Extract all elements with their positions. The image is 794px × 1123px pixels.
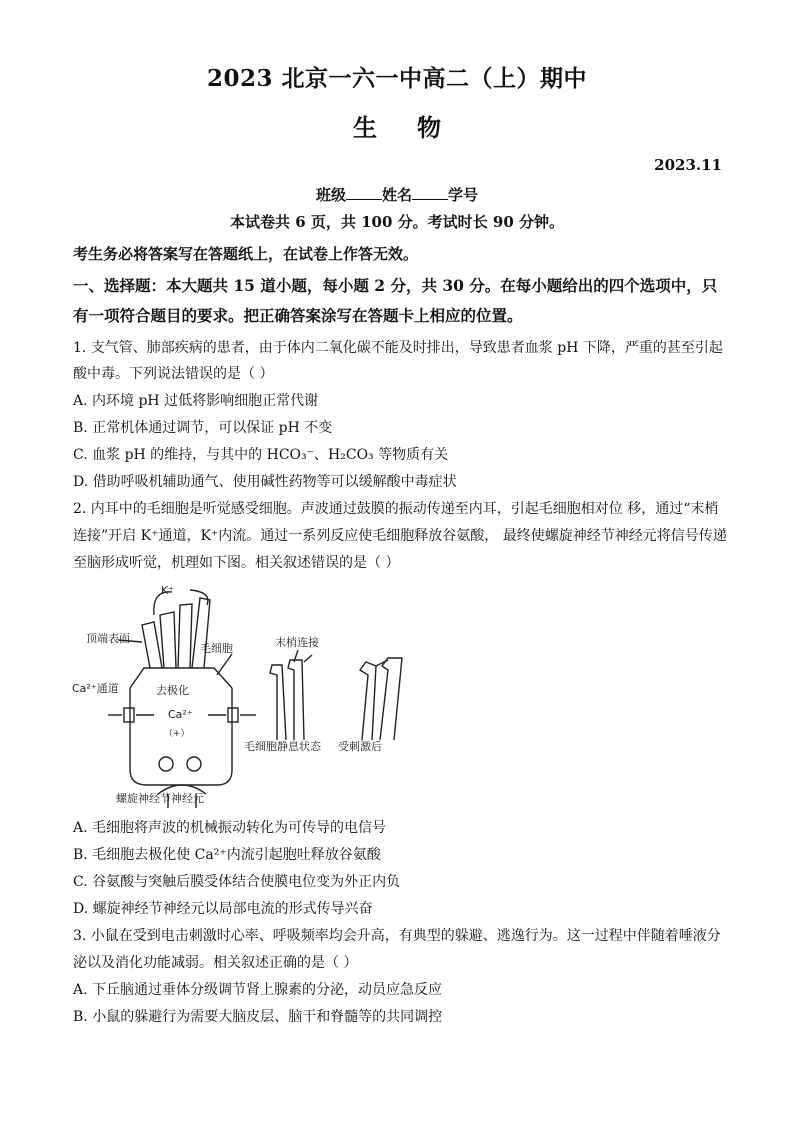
stimulated-label: 受刺激后: [338, 740, 382, 753]
ca-channel-label: Ca²⁺通道: [72, 682, 119, 695]
name-label: 姓名: [381, 186, 412, 204]
q1-option-a: A. 内环境 pH 过低将影响细胞正常代谢: [73, 393, 319, 409]
q2-option-a: A. 毛细胞将声波的机械振动转化为可传导的电信号: [73, 820, 387, 836]
q3-option-a: A. 下丘脑通过垂体分级调节肾上腺素的分泌，动员应急反应: [73, 982, 443, 998]
exam-notice: 考生务必将答案写在答题纸上，在试卷上作答无效。: [73, 245, 419, 263]
q1-option-b: B. 正常机体通过调节，可以保证 pH 不变: [73, 420, 333, 436]
resting-label: 毛细胞静息状态: [244, 740, 321, 753]
q2-option-c: C. 谷氨酸与突触后膜受体结合使膜电位变为外正内负: [73, 874, 401, 890]
exam-date: 2023.11: [654, 156, 722, 174]
class-label: 班级: [315, 186, 346, 204]
q2-option-b: B. 毛细胞去极化使 Ca²⁺内流引起胞吐释放谷氨酸: [73, 847, 381, 863]
plus-label: （+）: [164, 729, 190, 739]
stimulated-stereocilia: [360, 662, 376, 740]
hair-cell-diagram: [72, 580, 532, 810]
section1-instructions-line1: 一、选择题：本大题共 15 道小题，每小题 2 分，共 30 分。在每小题给出的四个选项中，只: [73, 276, 718, 295]
q3-option-b: B. 小鼠的躲避行为需要大脑皮层、脑干和脊髓等的共同调控: [73, 1009, 443, 1025]
neuron-label: 螺旋神经节神经元: [116, 792, 204, 805]
student-info-line: [0, 184, 794, 205]
exam-summary: 本试卷共 6 页，共 100 分。考试时长 90 分钟。: [230, 213, 564, 231]
q2-option-d: D. 螺旋神经节神经元以局部电流的形式传导兴奋: [73, 901, 373, 917]
apical-surface-label: 顶端表面: [86, 632, 130, 645]
q1-option-d: D. 借助呼吸机辅助通气、使用碱性药物等可以缓解酸中毒症状: [73, 474, 457, 490]
subject-title: 生物: [353, 113, 481, 142]
q1-stem-line2: 酸中毒。下列说法错误的是（ ）: [73, 366, 274, 382]
ca-ion-label: Ca²⁺: [168, 708, 193, 721]
id-label: 学号: [448, 186, 479, 204]
q3-stem-line1: 3. 小鼠在受到电击刺激时心率、呼吸频率均会升高，有典型的躲避、逃逸行为。这一过程中伴随着唾液分: [73, 928, 721, 944]
depolarize-label: 去极化: [156, 684, 189, 697]
class-blank: [346, 187, 382, 200]
q3-stem-line2: 泌以及消化功能减弱。相关叙述正确的是（ ）: [73, 955, 358, 971]
k-ion-label: K⁺: [161, 584, 175, 597]
q2-stem-line1: 2. 内耳中的毛细胞是听觉感受细胞。声波通过鼓膜的振动传递至内耳，引起毛细胞相对位 移，通过“末梢: [73, 501, 719, 517]
resting-stereocilia: [270, 665, 286, 740]
q1-option-c: C. 血浆 pH 的维持，与其中的 HCO₃⁻、H₂CO₃ 等物质有关: [73, 447, 449, 463]
name-blank: [412, 187, 448, 200]
q2-stem-line3: 至脑形成听觉，机理如下图。相关叙述错误的是（ ）: [73, 555, 400, 571]
tip-link-label: 末梢连接: [275, 636, 319, 649]
section1-instructions-line2: 有一项符合题目的要求。把正确答案涂写在答题卡上相应的位置。: [73, 306, 523, 325]
q2-stem-line2: 连接”开启 K⁺通道，K⁺内流。通过一系列反应使毛细胞释放谷氨酸， 最终使螺旋神经节神经元将信号传递: [73, 528, 727, 544]
hair-cell-figure: [72, 580, 532, 810]
q1-stem-line1: 1. 支气管、肺部疾病的患者，由于体内二氧化碳不能及时排出，导致患者血浆 pH 下降，严重的甚至引起: [73, 340, 723, 356]
exam-title: 2023 北京一六一中高二（上）期中: [206, 65, 588, 92]
hair-cell-label: 毛细胞: [200, 642, 233, 655]
